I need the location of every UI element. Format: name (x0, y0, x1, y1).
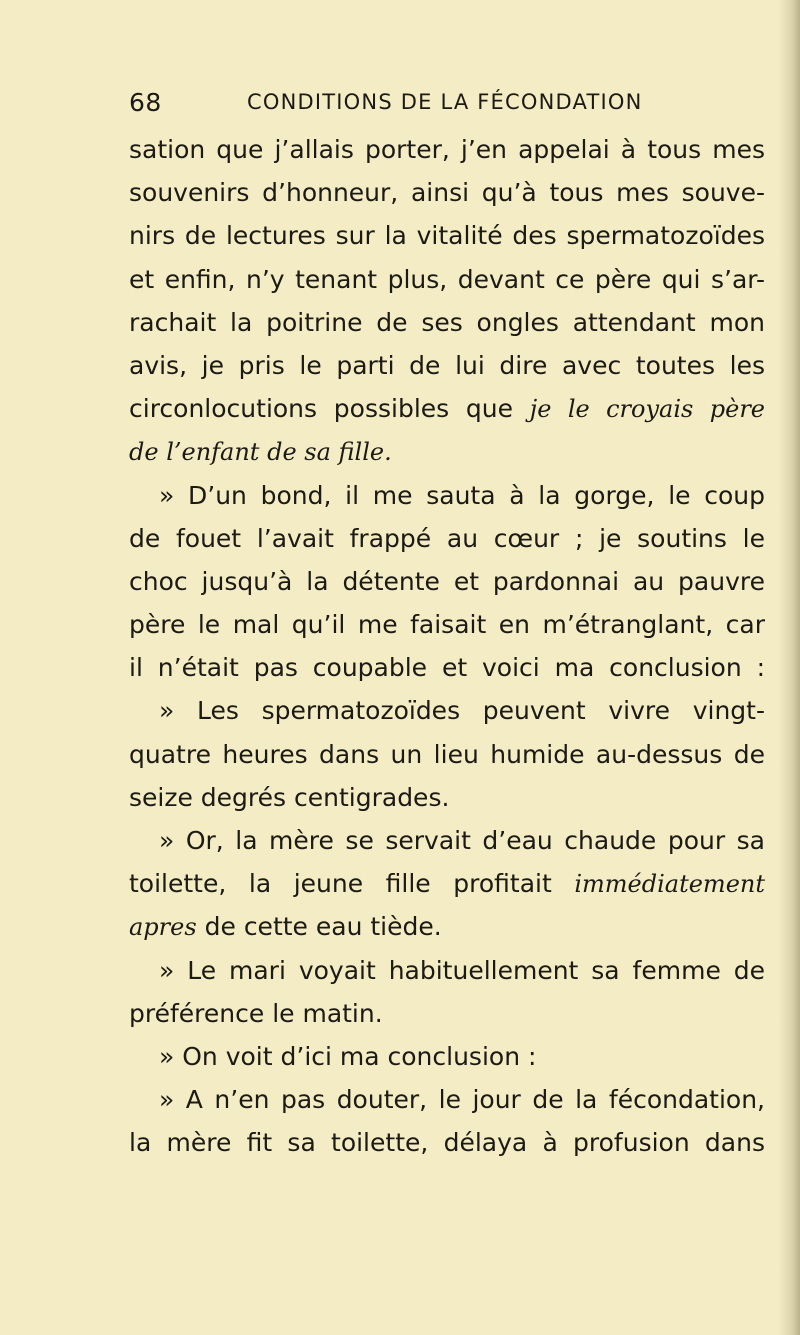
text-line (129, 430, 765, 473)
text-line: » On voit d’ici ma conclusion : (159, 1041, 537, 1071)
text-line: quatre heures dans un lieu humide au-dessus de (129, 739, 765, 769)
text-line: rachait la poitrine de ses ongles attendant mon (129, 307, 765, 337)
page-number: 68 (129, 88, 162, 117)
text-line: » Le mari voyait habituellement sa femme de (159, 955, 765, 985)
text-line: seize degrés centigrades. (129, 782, 450, 812)
text-span: circonlocutions possibles que (129, 394, 530, 424)
text-line: » Les spermatozoïdes peuvent vivre vingt- (159, 696, 765, 726)
page-header (129, 88, 759, 122)
text-line: » Or, la mère se servait d’eau chaude pour sa (159, 826, 765, 855)
text-line: père le mal qu’il me faisait en m’étranglant, car (129, 610, 765, 640)
italic-phrase: apres (129, 913, 197, 942)
text-line (129, 387, 765, 430)
text-line: et enfin, n’y tenant plus, devant ce père qui s’ar- (129, 264, 765, 294)
text-line: nirs de lectures sur la vitalité des spermatozoïdes (129, 221, 765, 251)
text-line (129, 905, 765, 948)
italic-phrase: immédiatement (574, 870, 765, 899)
text-line: sation que j’allais porter, j’en appelai à tous mes (129, 135, 765, 164)
text-line (129, 862, 765, 905)
italic-phrase: de l’enfant de sa fille. (129, 438, 392, 467)
text-span: de cette eau tiède. (196, 912, 442, 942)
text-line: il n’était pas coupable et voici ma conclusion : (129, 653, 765, 683)
text-line: souvenirs d’honneur, ainsi qu’à tous mes souve- (129, 178, 765, 208)
text-line: préférence le matin. (129, 998, 383, 1028)
text-line: choc jusqu’à la détente et pardonnai au pauvre (129, 566, 765, 596)
text-line: » A n’en pas douter, le jour de la fécondation, (159, 1085, 765, 1115)
page-edge-shadow (778, 0, 800, 1335)
body-text (129, 128, 765, 1165)
text-line: » D’un bond, il me sauta à la gorge, le coup (159, 480, 765, 510)
text-line: de fouet l’avait frappé au cœur ; je soutins le (129, 523, 765, 553)
text-line: la mère fit sa toilette, délaya à profusion dans (129, 1128, 765, 1158)
text-span: toilette, la jeune fille profitait (129, 869, 575, 899)
text-line: avis, je pris le parti de lui dire avec toutes les (129, 350, 765, 380)
running-title: CONDITIONS DE LA FÉCONDATION (247, 90, 643, 114)
italic-phrase: je le croyais père (529, 395, 765, 424)
